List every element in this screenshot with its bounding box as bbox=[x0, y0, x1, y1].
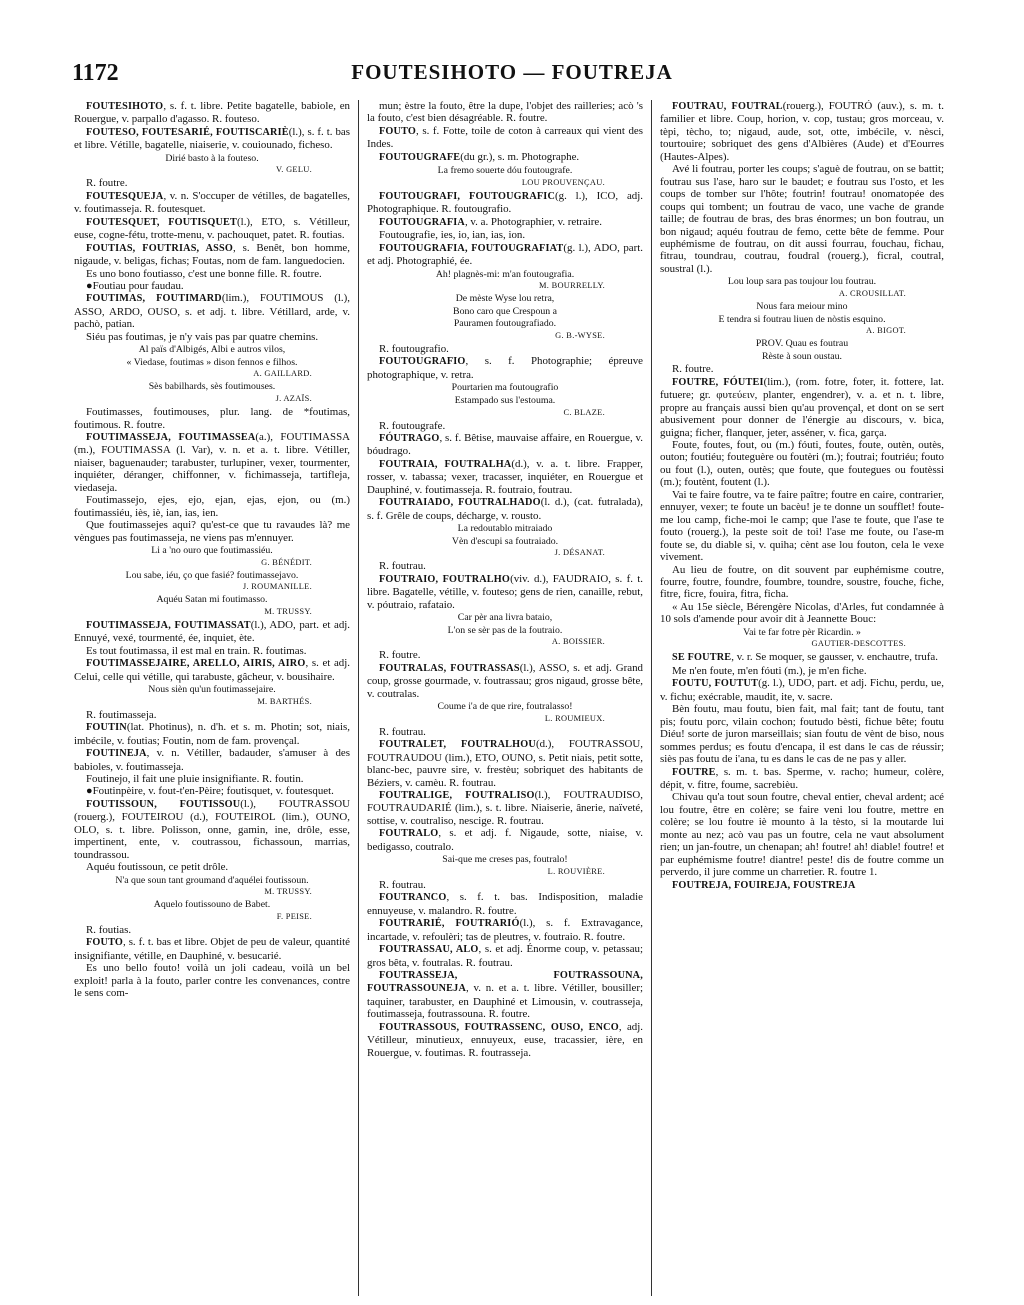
quotation-line bbox=[74, 381, 350, 393]
dictionary-entry bbox=[74, 190, 350, 216]
entry-headword: FOUTESQUET, FOUTISQUET bbox=[86, 216, 238, 228]
entry-body: , v. n. Vétiller, badauder, s'amuser à des babioles, v. foutimasseja. bbox=[74, 747, 350, 773]
entry-headword: FOUTESIHOTO bbox=[86, 101, 164, 112]
dictionary-entry bbox=[660, 677, 944, 703]
entry-body: Foutinejo, il fait une pluie insignifiante. R. foutin. bbox=[86, 772, 304, 785]
entry-body: Au lieu de foutre, on dit souvent par euphémisme coutre, fourre, foutre, foundre, foumbre, toundre, soustre, fouche, fiche, fitre, ficre, fouira, fitra, ficha. bbox=[660, 563, 944, 601]
line-text: L'on se sèr pas de la foutraio. bbox=[447, 624, 563, 636]
dictionary-entry bbox=[660, 100, 944, 163]
quotation-line bbox=[660, 338, 944, 350]
dictionary-entry bbox=[367, 1021, 643, 1059]
entry-headword: FOUTREJA, FOUIREJA, FOUSTREJA bbox=[672, 879, 856, 891]
entry-body: , s. f. Fotte, toile de coton à carreaux qui vient des Indes. bbox=[367, 124, 643, 151]
entry-body: , v. n. S'occuper de vétilles, de bagatelles, v. foutimasseja. R. foutesquet. bbox=[74, 189, 350, 216]
entry-headword: FOUTIN bbox=[86, 722, 127, 734]
dictionary-entry bbox=[367, 216, 643, 229]
entry-body: (a.), FOUTIMASSA (m.), FOUTIMASSA (l. Var), v. n. et a. t. libre. Vétiller, niaiser, baguenauder; tarabuster, turlupiner, vexer, tourmenter, inquiéter, déranger, chiffonner, v. fichimasseja, tartifleja, viedaseja. bbox=[74, 430, 350, 494]
dictionary-entry bbox=[367, 151, 643, 164]
entry-body: R. foutougrafe. bbox=[379, 419, 446, 432]
quotation-line bbox=[660, 314, 944, 326]
entry-body: (viv. d.), FAUDRAIO, s. f. t. libre. Bagatelle, vétille, v. fouteso; gens de rien, canaille, rebut, v. póutraio, rafataio. bbox=[367, 572, 643, 611]
entry-body: (l.), ETO, s. Vétilleur, euse, cogne-fétu, trotte-menu, v. pachouquet, patet. R. foutias. bbox=[74, 215, 350, 242]
entry-body: (l.), ASSO, s. et adj. Grand coup, grosse gourmade, v. foutrassau; gros nigaud, grosse bête, v. coutralas. bbox=[367, 661, 643, 700]
line-text: M. BOURRELLY. bbox=[539, 281, 605, 291]
entry-body: Es tout foutimassa, il est mal en train. R. foutimas. bbox=[86, 644, 307, 657]
entry-body: Vai te faire foutre, va te faire paître; foutre en caire, contrarier, ennuyer, vexer; te foute un bacèu! je te donne un soufflet! foute-me lou camp, fiche-moi le camp; que l'ase te foute, que l'ase te fouto (rouerg.), la peste soit de toi! l'ase me foute, ou l'ase-m foute se, du diable si, v. quiha; cènt ase lou fouton, cela le vexe vivement. bbox=[660, 488, 944, 564]
entry-body: (l.), ADO, part. et adj. Ennuyé, vexé, tourmenté, ée, inquiet, ète. bbox=[74, 618, 350, 645]
line-text: V. GELU. bbox=[276, 165, 312, 175]
line-text: Lou sabe, iéu, ço que fasié? foutimassejavo. bbox=[125, 569, 299, 581]
dictionary-entry bbox=[367, 649, 643, 661]
dictionary-entry bbox=[660, 564, 944, 601]
entry-body: R. foutre. bbox=[379, 649, 421, 662]
entry-headword: FOUTIMASSEJAIRE, ARELLO, AIRIS, AIRO bbox=[86, 658, 306, 670]
entry-body: Me n'en foute, m'en fóuti (m.), je m'en fiche. bbox=[672, 664, 867, 677]
line-text: Rèste à soun oustau. bbox=[762, 350, 842, 362]
line-text: A. CROUSILLAT. bbox=[838, 288, 906, 298]
entry-headword: FOUTOUGRAFIA bbox=[379, 216, 465, 228]
entry-body: Avé li foutrau, porter les coups; s'aguè de foutrau, on se battit; foutrau sus l'ase, haro sur le baudet; e foutrau sus l'osto, et les coups de tomber sur l'hôte; foutrin! foutrau! onomatopée des coups qui tombent; un foutrau de vaco, une vache de grande taille; de foutrau de bras, des bras énormes; un bon foutrau, un bon nigaud; aquéu foutrau de femo, cette bête de femme. Pour euphémisme de foutrau, on dit aussi fourrau, fouchau, fichau, fitrau, toundrau, coutrau, foudral (rouerg.), ficral, coutral, soustral (l.). bbox=[660, 163, 944, 275]
line-text: Nous sièn qu'un foutimassejaire. bbox=[148, 684, 276, 696]
dictionary-entry bbox=[367, 738, 643, 789]
dictionary-entry bbox=[74, 936, 350, 962]
line-text: L. ROUVIÈRE. bbox=[547, 866, 605, 876]
dictionary-entry bbox=[367, 190, 643, 216]
entry-headword: FOUTRAIO, FOUTRALHO bbox=[379, 573, 511, 585]
entry-body: (l.), s. f. t. bas et libre. Vétille, bagatelle, niaiserie, v. couiounado, ficheso. bbox=[74, 125, 350, 152]
entry-body: (l. d.), (cat. futralada), s. f. Grêle de coups, décharge, v. rousto. bbox=[367, 496, 643, 522]
entry-body: Foutimassejo, ejes, ejo, ejan, ejas, ejon, ou (m.) foutimassiéu, iès, iè, ian, ias, ien. bbox=[74, 494, 350, 519]
citation-source bbox=[74, 558, 350, 568]
entry-body: , s. Benêt, bon homme, nigaude, v. beligas, fichas; Foutas, nom de fam. languedocien. bbox=[74, 241, 350, 268]
dictionary-entry bbox=[367, 891, 643, 917]
dictionary-entry bbox=[660, 665, 944, 677]
entry-headword: FOUTOUGRAFI, FOUTOUGRAFIC bbox=[379, 190, 556, 202]
dictionary-entry bbox=[74, 280, 350, 292]
dictionary-entry bbox=[660, 601, 944, 626]
citation-source bbox=[660, 289, 944, 299]
dictionary-entry bbox=[74, 242, 350, 268]
dictionary-entry bbox=[367, 343, 643, 355]
dictionary-entry bbox=[660, 703, 944, 765]
line-text: F. PEISE. bbox=[276, 911, 312, 921]
entry-headword: FOUTOUGRAFIA, FOUTOUGRAFIAT bbox=[379, 242, 564, 254]
entry-body: (lim.), (rom. fotre, foter, it. fottere, lat. futuere; gr. φυτεύειν, planter, engendrer), v. a. et n. t. libre, propre au français aussi bien qu'au provençal, et dont on se sert abusivement pour donner de l'énergie au discours, v. bica, guigna; ficher, flanquer, jeter, asséner, v. fica, garça. bbox=[660, 375, 944, 439]
dictionary-entry bbox=[367, 458, 643, 496]
dictionary-entry bbox=[74, 657, 350, 683]
entry-body: , s. et adj. Celui, celle qui vétille, qui tarabuste, gâcheur, v. bousihaire. bbox=[74, 657, 350, 683]
entry-headword: FOUTRALAS, FOUTRASSAS bbox=[379, 662, 520, 674]
quotation-line bbox=[660, 627, 944, 639]
entry-body: (g. l.), ICO, adj. Photographique. R. foutougrafio. bbox=[367, 189, 643, 216]
line-text: A. GAILLARD. bbox=[253, 369, 312, 379]
entry-body: , s. f. t. bas et libre. Objet de peu de valeur, quantité insignifiante, vétille, en Dauphiné, v. besucarié. bbox=[74, 936, 350, 962]
entry-body: Aquéu foutissoun, ce petit drôle. bbox=[86, 861, 229, 874]
citation-source bbox=[74, 582, 350, 592]
line-text: Aquelo foutissouno de Babet. bbox=[153, 899, 271, 911]
dictionary-entry bbox=[367, 789, 643, 827]
entry-body: Es uno bello fouto! voilà un joli cadeau, voilà un bel exploit! parla à la fouto, parler contre les convenances, contre le sens com- bbox=[74, 962, 350, 1000]
entry-body: , s. f. t. bas. Indisposition, maladie ennuyeuse, v. malandro. R. foutre. bbox=[367, 891, 643, 917]
entry-headword: FOUTRALO bbox=[379, 828, 439, 840]
dictionary-entry bbox=[74, 798, 350, 861]
entry-body: (l.), FOUTRAUDISO, FOUTRAUDARIÉ (lim.), s. t. libre. Niaiserie, ânerie, naïveté, sottise, v. coutraliso, nescige. R. foutrau. bbox=[367, 788, 643, 827]
line-text: Ah! plagnès-mi: m'an foutougrafia. bbox=[435, 268, 575, 280]
dictionary-entry bbox=[367, 125, 643, 151]
dictionary-entry bbox=[367, 573, 643, 611]
line-text: Pauramen foutougrafiado. bbox=[453, 318, 557, 330]
dictionary-entry bbox=[367, 917, 643, 943]
line-text: « Viedase, foutimas » dison fennos e filhos. bbox=[126, 356, 298, 368]
entry-headword: FOUTIAS, FOUTRIAS, ASSO bbox=[86, 242, 234, 254]
line-text: Car pèr ana livra bataio, bbox=[457, 612, 553, 624]
entry-headword: FOUTRALIGE, FOUTRALISO bbox=[379, 789, 535, 801]
running-title: FOUTESIHOTO — FOUTREJA bbox=[351, 60, 673, 84]
line-text: M. TRUSSY. bbox=[264, 887, 312, 897]
line-text: Aquéu Satan mi foutimasso. bbox=[156, 594, 268, 606]
dictionary-entry bbox=[367, 827, 643, 853]
dictionary-entry bbox=[74, 494, 350, 519]
entry-body: , s. et adj. f. Nigaude, sotte, niaise, v. bedigasso, coutralo. bbox=[367, 827, 643, 853]
dictionary-entry bbox=[74, 924, 350, 936]
line-text: M. BARTHÉS. bbox=[257, 696, 312, 706]
line-text: C. BLAZE. bbox=[563, 407, 605, 417]
dictionary-entry bbox=[74, 645, 350, 657]
citation-source bbox=[660, 639, 944, 649]
entry-body: , s. f. Photographie; épreuve photographique, v. retra. bbox=[367, 355, 643, 381]
dictionary-entry bbox=[367, 560, 643, 572]
line-text: Sai-que me creses pas, foutralo! bbox=[442, 854, 568, 866]
entry-headword: FOUTO bbox=[86, 937, 124, 949]
dictionary-entry bbox=[367, 420, 643, 432]
entry-headword: FOUTRASSOUS, FOUTRASSENC, OUSO, ENCO bbox=[379, 1021, 619, 1033]
quotation-line bbox=[74, 875, 350, 887]
column-3 bbox=[660, 100, 944, 1300]
entry-body: R. foutre. bbox=[86, 177, 128, 190]
quotation-line bbox=[660, 351, 944, 363]
citation-source bbox=[74, 887, 350, 897]
entry-headword: FOUTOUGRAFIO bbox=[379, 356, 466, 368]
entry-body: (g. l.), ADO, part. et adj. Photographié, ée. bbox=[367, 241, 643, 268]
page-header bbox=[72, 60, 952, 96]
quotation-line bbox=[367, 536, 643, 548]
entry-body: , adj. Vétilleur, minutieux, ennuyeux, euse, tracassier, ière, en Rouergue, v. foutimas. R. foutrasseja. bbox=[367, 1020, 643, 1059]
dictionary-entry bbox=[367, 496, 643, 522]
column-divider bbox=[651, 100, 652, 1296]
dictionary-entry bbox=[74, 861, 350, 873]
line-text: De mèste Wyse lou retra, bbox=[455, 293, 555, 305]
quotation-line bbox=[74, 899, 350, 911]
dictionary-entry bbox=[367, 662, 643, 700]
dictionary-entry bbox=[660, 791, 944, 878]
quotation-line bbox=[74, 594, 350, 606]
dictionary-entry bbox=[367, 100, 643, 125]
dictionary-entry bbox=[74, 268, 350, 280]
line-text: Estampado sus l'estouma. bbox=[454, 394, 556, 406]
entry-body: (lat. Photinus), n. d'h. et s. m. Photin; sot, niais, imbécile, v. foutias; Foutin, nom de fam. provençal. bbox=[74, 721, 350, 747]
entry-headword: FOUTESQUEJA bbox=[86, 190, 164, 202]
dictionary-entry bbox=[74, 785, 350, 797]
line-text: A. BOISSIER. bbox=[551, 637, 605, 647]
citation-source bbox=[367, 281, 643, 291]
quotation-line bbox=[367, 701, 643, 713]
entry-body: Foutimasses, foutimouses, plur. lang. de *foutimas, foutimous. R. foutre. bbox=[74, 406, 350, 431]
dictionary-entry bbox=[660, 879, 944, 892]
entry-body: Es uno bono foutiasso, c'est une bonne fille. R. foutre. bbox=[86, 267, 322, 280]
dictionary-entry bbox=[74, 126, 350, 152]
entry-body: R. foutimasseja. bbox=[86, 708, 157, 721]
citation-source bbox=[74, 369, 350, 379]
entry-headword: FOUTOUGRAFE bbox=[379, 151, 461, 163]
line-text: M. TRUSSY. bbox=[264, 606, 312, 616]
dictionary-entry bbox=[660, 163, 944, 275]
entry-headword: FOUTRASSEJA, FOUTRASSOUNA, FOUTRASSOUNEJA bbox=[367, 970, 643, 995]
entry-body: R. foutrau. bbox=[379, 560, 426, 573]
quotation-line bbox=[367, 523, 643, 535]
line-text: Al païs d'Albigés, Albi e autros vilos, bbox=[138, 344, 286, 356]
entry-body: Chivau qu'a tout soun foutre, cheval entier, cheval ardent; acé lou foutre, être en colère; se faire veni lou foutre, mettre en colère; se lou foutre iè mounto à la tèsto, si la moutarde lui monte au nez; acò vau pas un foutre, cela ne vaut absolument rien; un jan-foutre, un chenapan; ah! foutre! ah! diable! foutre! et par euphémisme foutre! diantre! peste! dis de foutre comme un perverdo, il jure comme un charretier. R. foutre 1. bbox=[660, 791, 944, 879]
line-text: N'a que soun tant groumand d'aquélei foutissoun. bbox=[115, 874, 309, 886]
citation-source bbox=[660, 326, 944, 336]
citation-source bbox=[367, 408, 643, 418]
dictionary-entry bbox=[367, 726, 643, 738]
quotation-line bbox=[74, 684, 350, 696]
entry-body: (d.), FOUTRASSOU, FOUTRAUDOU (lim.), ETO, OUNO, s. Petit niais, petit sotte, blanc-bec, pauvre sire, v. frestèu; sobriquet des habitants de Béziers, v. camèu. R. foutrau. bbox=[367, 738, 643, 789]
dictionary-entry bbox=[74, 100, 350, 126]
entry-body: Bèn foutu, mau foutu, bien fait, mal fait; tant de foutu, tant pis; foutu porc, vilain cochon; foutudo bèsti, fichue bête; foutu Diéu! sorte de juron marseillais; sian foutu de vènt de biso, nous sommes perdus; es foutu d'encapa, il est dans le cas de réussir; siès pas foutu de i'ana, tu es dans le cas de ne pas y aller. bbox=[660, 703, 944, 766]
entry-body: (g. l.), UDO, part. et adj. Fichu, perdu, ue, v. fichu; exécrable, maudit, ite, v. sacre. bbox=[660, 677, 944, 703]
entry-headword: FOUTRAU, FOUTRAL bbox=[672, 101, 783, 112]
dictionary-entry bbox=[74, 406, 350, 431]
entry-body: R. foutrau. bbox=[379, 878, 426, 891]
column-1 bbox=[74, 100, 350, 1300]
citation-source bbox=[367, 867, 643, 877]
quotation-line bbox=[367, 395, 643, 407]
citation-source bbox=[367, 637, 643, 647]
entry-headword: FOUTRALET, FOUTRALHOU bbox=[379, 739, 536, 751]
dictionary-entry bbox=[660, 489, 944, 564]
quotation-line bbox=[74, 357, 350, 369]
entry-body: ●Foutinpèire, v. fout-t'en-Pèire; foutisquet, v. foutesquet. bbox=[86, 785, 334, 798]
column-2 bbox=[367, 100, 643, 1300]
entry-headword: FOUTRASSAU, ALO bbox=[379, 944, 479, 956]
dictionary-entry bbox=[74, 747, 350, 773]
dictionary-entry bbox=[660, 376, 944, 439]
entry-body: R. foutrau. bbox=[379, 725, 426, 738]
dictionary-entry bbox=[660, 651, 944, 664]
entry-body: (l.), s. f. Extravagance, incartade, v. refoulèri; tas de pleutres, v. foutraio. R. foutre. bbox=[367, 917, 643, 943]
dictionary-entry bbox=[74, 431, 350, 494]
citation-source bbox=[74, 165, 350, 175]
citation-source bbox=[74, 607, 350, 617]
line-text: J. AZAÏS. bbox=[275, 394, 312, 404]
citation-source bbox=[367, 714, 643, 724]
dictionary-entry bbox=[74, 177, 350, 189]
entry-headword: FOUTIMASSEJA, FOUTIMASSAT bbox=[86, 619, 251, 631]
quotation-line bbox=[367, 382, 643, 394]
dictionary-entry bbox=[660, 766, 944, 792]
line-text: Vèn d'escupi sa foutraiado. bbox=[451, 535, 559, 547]
dictionary-entry bbox=[74, 292, 350, 330]
quotation-line bbox=[367, 612, 643, 624]
line-text: PROV. Quau es foutrau bbox=[755, 338, 849, 350]
entry-headword: SE FOUTRE bbox=[672, 652, 732, 664]
entry-body: ●Foutiau pour faudau. bbox=[86, 280, 184, 293]
entry-headword: FOUTRANCO bbox=[379, 892, 447, 904]
line-text: Lou loup sara pas toujour lou foutrau. bbox=[727, 276, 877, 288]
quotation-line bbox=[367, 269, 643, 281]
quotation-line bbox=[367, 318, 643, 330]
entry-headword: FOUTRARIÉ, FOUTRARIÓ bbox=[379, 918, 520, 930]
entry-body: (d.), v. a. t. libre. Frapper, rosser, v. tabassa; vexer, tracasser, inquiéter, en Rouergue et Dauphiné, v. foutimasseja. R. foutraio, foutrau. bbox=[367, 457, 643, 496]
dictionary-entry bbox=[367, 242, 643, 268]
line-text: G. BÉNÉDIT. bbox=[261, 557, 312, 567]
dictionary-entry bbox=[367, 969, 643, 1021]
entry-body: , s. et adj. Énorme coup, v. petassau; gros bêta, v. foutralas. R. foutrau. bbox=[367, 943, 643, 969]
entry-body: R. foutias. bbox=[86, 923, 132, 936]
entry-body: (l.), FOUTRASSOU (rouerg.), FOUTEIROU (d.), FOUTEIROL (lim.), OUNO, OLO, s. t. libre. Polisson, onne, gamin, ine, drôle, esse, impertinent, ente, v. coutrassou, fichassoun, marrias, toundrassou. bbox=[74, 797, 350, 861]
citation-source bbox=[367, 331, 643, 341]
entry-body: , v. n. et a. t. libre. Vétiller, bousiller; taquiner, tarabuster, en Dauphiné et Limousin, v. coutrasseja, foutimasseja, foutrassouna. R. foutre. bbox=[367, 982, 643, 1021]
entry-body: , v. r. Se moquer, se gausser, v. enchautre, trufa. bbox=[731, 651, 938, 664]
citation-source bbox=[367, 178, 643, 188]
line-text: La fremo souerte dóu foutougrafe. bbox=[437, 165, 573, 177]
line-text: GAUTIER-DESCOTTES. bbox=[811, 639, 906, 649]
quotation-line bbox=[74, 570, 350, 582]
dictionary-entry bbox=[367, 943, 643, 969]
line-text: A. BIGOT. bbox=[866, 326, 906, 336]
entry-headword: FOUTRE, FÓUTEI bbox=[672, 376, 764, 388]
citation-source bbox=[74, 394, 350, 404]
quotation-line bbox=[367, 293, 643, 305]
entry-headword: FOUTESO, FOUTESARIÉ, FOUTISCARIÈ bbox=[86, 126, 289, 138]
dictionary-entry bbox=[74, 773, 350, 785]
dictionary-entry bbox=[74, 619, 350, 645]
entry-body: Foute, foutes, fout, ou (m.) fóuti, foutes, foute, outèn, outès, outon; foutiéu; fouteguère ou foutèri (m.); foutrai; foutriéu; fouto ou fout (l.), outen, outès; que foute, que foutegues ou foutèssi (m.); foutènt, foutent (l.). bbox=[660, 439, 944, 489]
column-divider bbox=[358, 100, 359, 1296]
quotation-line bbox=[367, 165, 643, 177]
citation-source bbox=[74, 697, 350, 707]
line-text: Nous fara meiour mino bbox=[756, 300, 848, 312]
entry-headword: FOUTIMAS, FOUTIMARD bbox=[86, 293, 222, 305]
dictionary-entry bbox=[660, 363, 944, 375]
entry-headword: FOUTISSOUN, FOUTISSOU bbox=[86, 798, 241, 810]
entry-body: R. foutougrafio. bbox=[379, 342, 449, 355]
quotation-line bbox=[367, 625, 643, 637]
entry-body: « Au 15e siècle, Bérengère Nicolas, d'Arles, fut condamnée à 10 sols d'amende pour avoir dit à Jeannette Bouc: bbox=[660, 600, 944, 626]
line-text: J. ROUMANILLE. bbox=[242, 582, 312, 592]
line-text: E tendra si foutrau liuen de nòstis esquino. bbox=[718, 313, 886, 325]
quotation-line bbox=[74, 153, 350, 165]
entry-headword: FOUTO bbox=[379, 125, 417, 137]
line-text: J. DÉSANAT. bbox=[554, 548, 605, 558]
entry-headword: FOUTRAIA, FOUTRALHA bbox=[379, 458, 512, 470]
entry-body: , s. m. t. bas. Sperme, v. racho; humeur, colère, dépit, v. fitre, foume, sacrebièu. bbox=[660, 765, 944, 791]
quotation-line bbox=[367, 306, 643, 318]
entry-body: R. foutre. bbox=[672, 363, 714, 376]
entry-body: (du gr.), s. m. Photographe. bbox=[460, 150, 580, 163]
line-text: La redoutablo mitraiado bbox=[457, 523, 553, 535]
quotation-line bbox=[367, 854, 643, 866]
entry-headword: FOUTRE bbox=[672, 766, 716, 778]
dictionary-entry bbox=[367, 879, 643, 891]
dictionary-entry bbox=[74, 519, 350, 544]
entry-body: mun; èstre la fouto, être la dupe, l'objet des railleries; acò 's la fouto, c'est bien désagréable. R. foutre. bbox=[367, 100, 643, 125]
entry-headword: FOUTU, FOUTUT bbox=[672, 678, 759, 690]
line-text: Li a 'no ouro que foutimassiéu. bbox=[151, 545, 273, 557]
entry-headword: FÓUTRAGO bbox=[379, 432, 440, 444]
dictionary-entry bbox=[74, 962, 350, 999]
line-text: Pourtarien ma foutougrafio bbox=[451, 382, 559, 394]
entry-body: (rouerg.), FOUTRÓ (auv.), s. m. t. familier et libre. Coup, horion, v. cop, tustau; gros morceau, v. tèpi, tècho, to; nigaud, aude, sot, otte, imbécile, v. nèsci, tourtouire; sobriquet des gens d'Albières (Aude) et d'Eourres (Hautes-Alpes). bbox=[660, 100, 944, 163]
entry-headword: FOUTRAIADO, FOUTRALHADO bbox=[379, 497, 541, 509]
entry-headword: FOUTINEJA bbox=[86, 748, 147, 760]
page-number: 1172 bbox=[72, 60, 119, 86]
dictionary-entry bbox=[74, 709, 350, 721]
line-text: Dirié basto à la fouteso. bbox=[165, 152, 259, 164]
quotation-line bbox=[74, 545, 350, 557]
entry-body: , s. f. t. libre. Petite bagatelle, babiole, en Rouergue, v. parpallo d'agasso. R. fouteso. bbox=[74, 100, 350, 126]
citation-source bbox=[74, 912, 350, 922]
entry-body: Siéu pas foutimas, je n'y vais pas par quatre chemins. bbox=[86, 330, 319, 343]
quotation-line bbox=[660, 301, 944, 313]
dictionary-entry bbox=[74, 216, 350, 242]
line-text: Sès babilhards, sès foutimouses. bbox=[148, 381, 276, 393]
line-text: LOU PROUVENÇAU. bbox=[521, 177, 605, 187]
citation-source bbox=[367, 548, 643, 558]
entry-body: , s. f. Bêtise, mauvaise affaire, en Rouergue, v. bóudrago. bbox=[367, 431, 643, 458]
entry-body: , v. a. Photographier, v. retraire. bbox=[464, 215, 602, 228]
dictionary-entry bbox=[660, 439, 944, 489]
entry-body: Foutougrafie, ies, io, ian, ias, ion. bbox=[379, 229, 526, 242]
line-text: G. B.-WYSE. bbox=[555, 330, 605, 340]
dictionary-entry bbox=[367, 432, 643, 458]
line-text: Bono caro que Crespoun a bbox=[453, 305, 557, 317]
line-text: L. ROUMIEUX. bbox=[544, 713, 605, 723]
entry-body: Que foutimassejes aqui? qu'est-ce que tu ravaudes là? me vèngues pas foutimasseja, ne viens pas m'ennuyer. bbox=[74, 519, 350, 544]
dictionary-entry bbox=[74, 331, 350, 343]
dictionary-entry bbox=[74, 721, 350, 747]
line-text: Vai te far fotre pèr Ricardin. » bbox=[743, 626, 861, 638]
quotation-line bbox=[660, 276, 944, 288]
line-text: Coume i'a de que rire, foutralasso! bbox=[437, 701, 573, 713]
quotation-line bbox=[74, 344, 350, 356]
dictionary-entry bbox=[367, 355, 643, 381]
entry-body: (lim.), FOUTIMOUS (l.), ASSO, ARDO, OUSO, s. et adj. t. libre. Vétillard, arde, v. pachò, patian. bbox=[74, 292, 350, 331]
dictionary-entry bbox=[367, 229, 643, 241]
entry-headword: FOUTIMASSEJA, FOUTIMASSEA bbox=[86, 431, 256, 443]
